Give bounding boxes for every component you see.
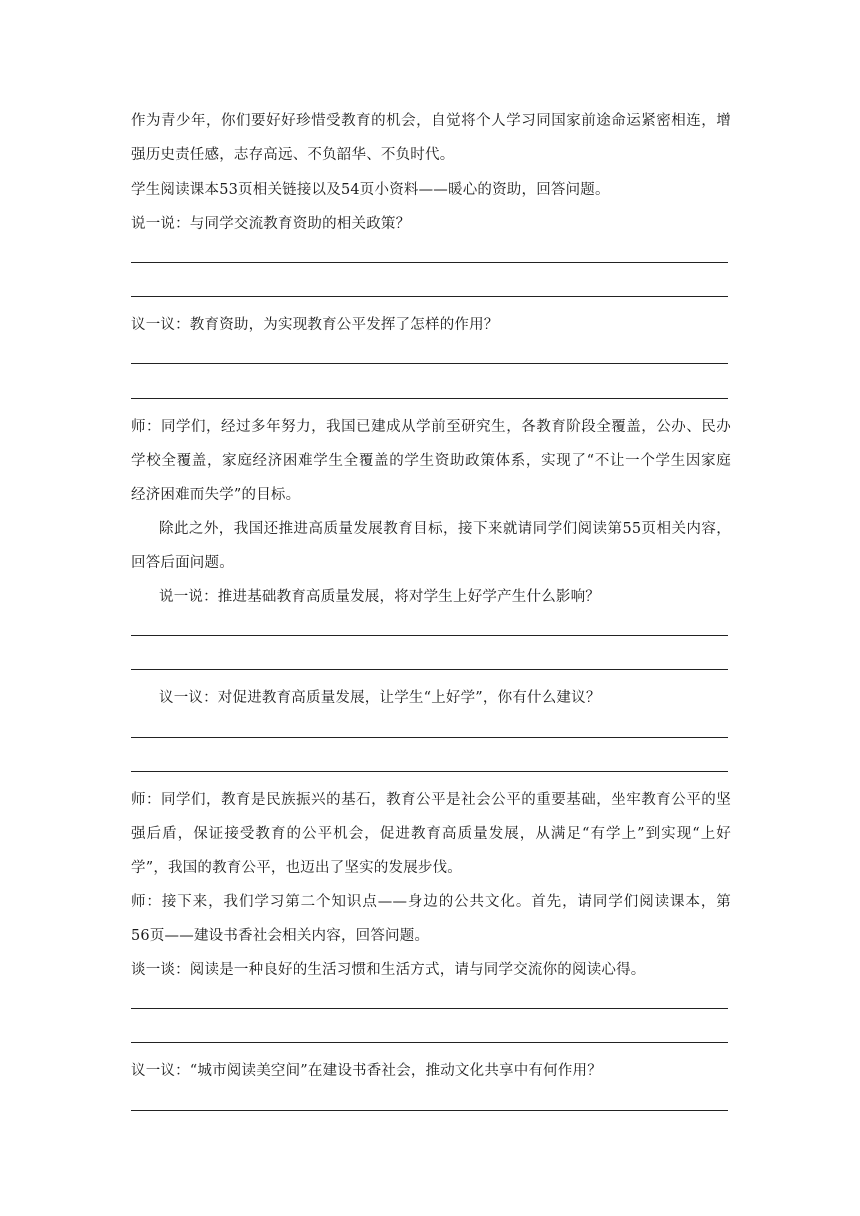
paragraph-line: 作为青少年，你们要好好珍惜受教育的机会，自觉将个人学习同国家前途命运紧密相连，增 [131,113,731,129]
answer-line[interactable] [131,669,728,670]
paragraph-line: 回答后面问题。 [131,555,234,571]
paragraph-line: 强历史责任感，志存高远、不负韶华、不负时代。 [131,147,455,163]
answer-line[interactable] [131,737,728,738]
paragraph-line: 学校全覆盖，家庭经济困难学生全覆盖的学生资助政策体系，实现了“不让一个学生因家庭 [131,453,731,469]
question-line: 谈一谈：阅读是一种良好的生活习惯和生活方式，请与同学交流你的阅读心得。 [131,962,646,978]
paragraph-line: 学”，我国的教育公平，也迈出了坚实的发展步伐。 [131,860,463,876]
paragraph-line: 经济困难而失学”的目标。 [131,487,301,503]
paragraph-line: 56页——建设书香社会相关内容，回答问题。 [131,928,430,944]
answer-line[interactable] [131,398,728,399]
answer-line[interactable] [131,635,728,636]
answer-line[interactable] [131,771,728,772]
question-line: 议一议：教育资助，为实现教育公平发挥了怎样的作用？ [131,317,499,333]
paragraph-line: 师：接下来，我们学习第二个知识点——身边的公共文化。首先，请同学们阅读课本，第 [131,894,731,910]
answer-line[interactable] [131,1008,728,1009]
paragraph-line: 师：同学们，教育是民族振兴的基石，教育公平是社会公平的重要基础，坐牢教育公平的坚 [131,792,731,808]
answer-line[interactable] [131,363,728,364]
paragraph-line: 学生阅读课本53页相关链接以及54页小资料——暖心的资助，回答问题。 [131,182,610,198]
answer-line[interactable] [131,262,728,263]
question-line: 说一说：推进基础教育高质量发展，将对学生上好学产生什么影响？ [159,589,600,605]
answer-line[interactable] [131,1042,728,1043]
question-line: 议一议：对促进教育高质量发展，让学生“上好学”，你有什么建议？ [159,690,601,706]
paragraph-line: 师：同学们，经过多年努力，我国已建成从学前至研究生，各教育阶段全覆盖，公办、民办 [131,419,731,435]
question-line: 说一说：与同学交流教育资助的相关政策？ [131,216,411,232]
answer-line[interactable] [131,1110,728,1111]
question-line: 议一议：“城市阅读美空间”在建设书香社会，推动文化共享中有何作用？ [131,1063,602,1079]
answer-line[interactable] [131,296,728,297]
paragraph-line: 强后盾，保证接受教育的公平机会，促进教育高质量发展，从满足“有学上”到实现“上好 [131,826,731,842]
paragraph-line: 除此之外，我国还推进高质量发展教育目标，接下来就请同学们阅读第55页相关内容， [159,521,731,537]
